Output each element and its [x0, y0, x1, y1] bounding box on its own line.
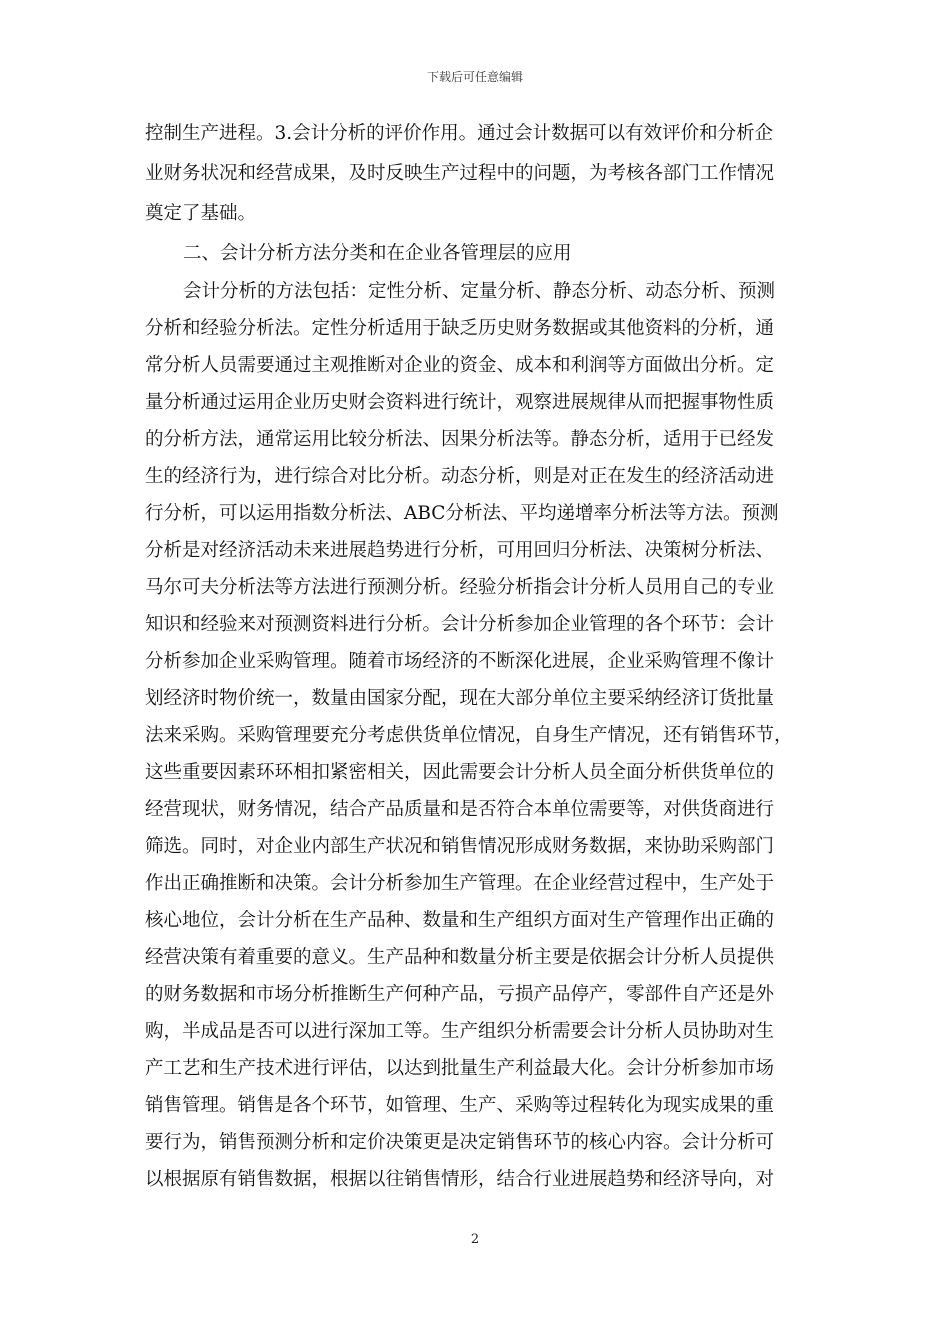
body-line: 产工艺和生产技术进行评估，以达到批量生产利益最大化。会计分析参加市场 [145, 1058, 775, 1079]
page-header: 下载后可任意编辑 [426, 70, 523, 84]
body-line: 会计分析的方法包括：定性分析、定量分析、静态分析、动态分析、预测 [183, 281, 776, 302]
body-line: 马尔可夫分析法等方法进行预测分析。经验分析指会计分析人员用自己的专业 [145, 577, 775, 598]
body-line: 经营现状，财务情况，结合产品质量和是否符合本单位需要等，对供货商进行 [145, 799, 775, 820]
body-line: 经营决策有着重要的意义。生产品种和数量分析主要是依据会计分析人员提供 [145, 947, 775, 968]
body-line: 这些重要因素环环相扣紧密相关，因此需要会计分析人员全面分析供货单位的 [145, 762, 775, 783]
body-line: 筛选。同时，对企业内部生产状况和销售情况形成财务数据，来协助采购部门 [145, 836, 775, 857]
body-line: 控制生产进程。3.会计分析的评价作用。通过会计数据可以有效评价和分析企 [145, 123, 774, 144]
body-line: 作出正确推断和决策。会计分析参加生产管理。在企业经营过程中，生产处于 [145, 873, 775, 894]
body-line: 法来采购。采购管理要充分考虑供货单位情况，自身生产情况，还有销售环节， [145, 725, 793, 746]
body-line: 的分析方法，通常运用比较分析法、因果分析法等。静态分析，适用于已经发 [145, 429, 775, 450]
body-line: 的财务数据和市场分析推断生产何种产品，亏损产品停产，零部件自产还是外 [145, 984, 775, 1005]
body-line: 量分析通过运用企业历史财会资料进行统计，观察进展规律从而把握事物性质 [145, 392, 775, 413]
body-line: 购，半成品是否可以进行深加工等。生产组织分析需要会计分析人员协助对生 [145, 1021, 775, 1042]
body-line: 分析是对经济活动未来进展趋势进行分析，可用回归分析法、决策树分析法、 [145, 540, 775, 561]
body-line: 分析和经验分析法。定性分析适用于缺乏历史财务数据或其他资料的分析，通 [145, 318, 775, 339]
body-line: 生的经济行为，进行综合对比分析。动态分析，则是对正在发生的经济活动进 [145, 466, 775, 487]
body-line: 常分析人员需要通过主观推断对企业的资金、成本和利润等方面做出分析。定 [145, 355, 775, 376]
body-line: 奠定了基础。 [145, 203, 257, 224]
body-line: 划经济时物价统一，数量由国家分配，现在大部分单位主要采纳经济订货批量 [145, 688, 775, 709]
page-number: 2 [470, 1232, 480, 1247]
body-line: 以根据原有销售数据，根据以往销售情形，结合行业进展趋势和经济导向，对 [145, 1169, 775, 1190]
body-line: 业财务状况和经营成果，及时反映生产过程中的问题，为考核各部门工作情况 [145, 163, 775, 184]
body-line: 核心地位，会计分析在生产品种、数量和生产组织方面对生产管理作出正确的 [145, 910, 775, 931]
body-line: 分析参加企业采购管理。随着市场经济的不断深化进展，企业采购管理不像计 [145, 651, 775, 672]
body-line: 行分析，可以运用指数分析法、ABC分析法、平均递增率分析法等方法。预测 [145, 503, 779, 524]
body-line: 要行为，销售预测分析和定价决策更是决定销售环节的核心内容。会计分析可 [145, 1132, 775, 1153]
section-heading: 二、会计分析方法分类和在企业各管理层的应用 [183, 243, 572, 264]
body-line: 销售管理。销售是各个环节，如管理、生产、采购等过程转化为现实成果的重 [145, 1095, 775, 1116]
body-line: 知识和经验来对预测资料进行分析。会计分析参加企业管理的各个环节：会计 [145, 614, 775, 635]
